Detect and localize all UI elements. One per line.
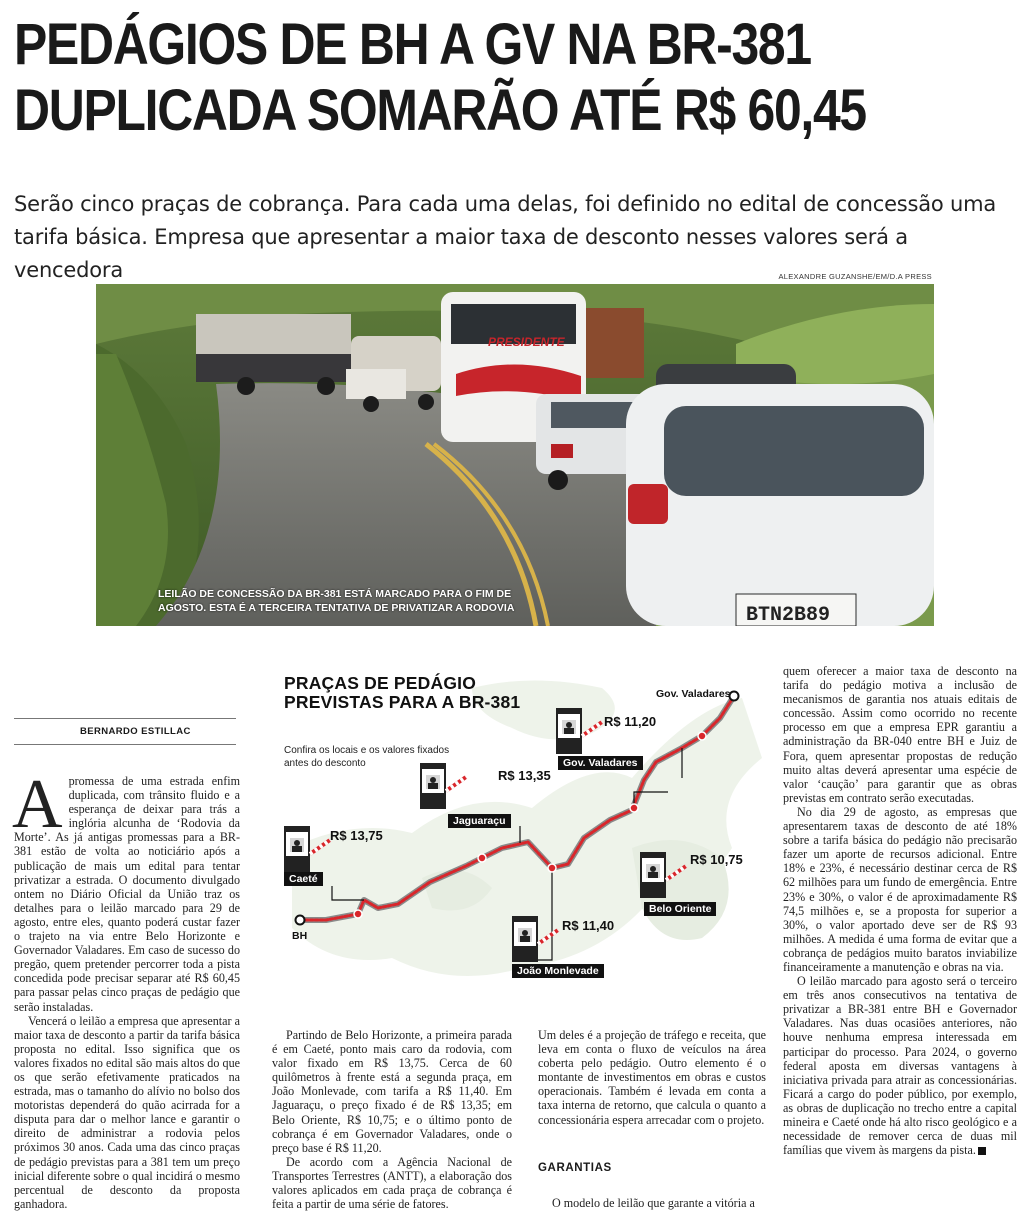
article-paragraph: Partindo de Belo Horizonte, a primeira parada é em Caeté, ponto mais caro da rodovia, com valor fixado em R$ 13,75. Cerca de 60 quilômetros à frente está a segunda praça, em João Monlevade, com tarifa a R$ 11,40. Em Jaguaraçu, o preço fixado é de R$ 13,35; em Belo Oriente, R$ 10,75; e o último ponto de cobrança é em Governador Valadares, onde o preço base é R$ 11,20. (272, 1028, 512, 1155)
plaza-name: João Monlevade (512, 964, 604, 978)
article-paragraph: De acordo com a Agência Nacional de Transportes Terrestres (ANTT), a elaboração dos valores aplicados em cada praça de cobrança é feita a partir de uma série de fatores. (272, 1154, 512, 1212)
infographic-title: PRAÇAS DE PEDÁGIO PREVISTAS PARA A BR-381 (284, 673, 521, 712)
plaza-price: R$ 11,20 (604, 714, 657, 729)
section-title: GARANTIAS (538, 1162, 612, 1174)
plaza-name: Jaguaraçu (448, 814, 511, 828)
plaza-name: Gov. Valadares (558, 756, 643, 770)
byline: BERNARDO ESTILLAC (80, 726, 191, 737)
paragraph-text: O leilão marcado para agosto será o terceiro em três anos consecutivos na tentativa de privatizar a BR-381 entre BH e Governador Valadares. Nas duas ocasiões anteriores, não houve nenhuma empresa interessada em participar do processo. Para 2024, o governo federal aposta em diversas vantagens à iniciativa privada para atrair as concessionárias. Ficará a cargo do poder público, por exemplo, as obras de duplicação no trecho entre a capital mineira e Caeté onde há alto risco geológico e a necessidade de remover cerca de duas mil famílias que vivem às margens da pista. (783, 974, 1017, 1158)
article-paragraph: Um deles é a projeção de tráfego e receita, que leva em conta o fluxo de veículos na área coberta pelo pedágio. Outro elemento é o montante de investimentos em obras e custos operacionais. Também é levada em conta a taxa interna de retorno, que calcula o quanto a concessionária espera arrecadar com o projeto. (538, 1028, 766, 1127)
article-paragraph: O modelo de leilão que garante a vitória a (552, 1196, 755, 1210)
plaza-price: R$ 13,75 (330, 828, 383, 843)
drop-cap: A (12, 766, 63, 843)
subhead: Serão cinco praças de cobrança. Para cada uma delas, foi definido no edital de concessão uma tarifa básica. Empresa que apresentar a maior taxa de desconto nesses valores será a vencedora (14, 192, 997, 282)
article-column-4 (783, 664, 1017, 1157)
byline-rule-top (14, 718, 236, 719)
headline-line-1: PEDÁGIOS DE BH A GV NA BR-381 (14, 12, 811, 77)
article-column-3 (538, 1028, 766, 1127)
article-paragraph: Vencerá o leilão a empresa que apresentar a maior taxa de desconto a partir da tarifa básica proposta no edital. Isso significa que os valores fixados no edital são mais altos do que os que serão efetivamente praticados na estrada, mas o tamanho do alívio no bolso dos motoristas dependerá do quão acirrada for a disputa para dar o melhor lance e garantir o direito de administrar a rodovia pelos próximos 30 anos. Cada uma das cinco praças de pedágio previstas para a 381 tem um preço inicial diferente sobre o qual incidirá o mesmo percentual de desconto da proposta ganhadora. (14, 1013, 240, 1211)
article-paragraph (783, 974, 1017, 1157)
infographic-subtitle: Confira os locais e os valores fixados antes do desconto (284, 745, 450, 769)
license-plate-text: BTN2B89 (746, 604, 831, 626)
article-column-3-continued (538, 1196, 766, 1210)
paragraph-text: promessa de uma estrada enfim duplicada, com trânsito fluido e a esperança de deixar para trás a inglória alcunha de ‘Rodovia da Morte’. As já antigas promessas para a BR-381 estão de volta ao noticiário após a publicação de mais um edital para tentar privatizar a estrada. O documento divulgado ontem no Diário Oficial da União traz os detalhes para o leilão marcado para 29 de agosto, entre eles, quanto poderá custar fazer o trajeto na via entre Belo Horizonte e Governador Valadares. Em caso de sucesso do pregão, quem pretender percorrer toda a pista concedida pode precisar separar até R$ 60,45 para passar pelas cinco praças de pedágio que serão instaladas. (14, 774, 240, 1014)
article-column-2 (272, 1028, 512, 1211)
article-paragraph (12, 766, 240, 1014)
plaza-name: Belo Oriente (644, 902, 716, 916)
start-city-label: BH (292, 930, 308, 942)
end-of-article-mark (978, 1147, 986, 1155)
news-photo (96, 284, 934, 626)
plaza-price: R$ 13,35 (498, 768, 551, 783)
headline-line-2: DUPLICADA SOMARÃO ATÉ R$ 60,45 (14, 78, 866, 143)
bus-logo-text: PRESIDENTE (488, 335, 565, 349)
plaza-name: Caeté (284, 872, 323, 886)
toll-plazas-infographic (272, 668, 772, 996)
plaza-price: R$ 11,40 (562, 918, 615, 933)
photo-credit: ALEXANDRE GUZANSHE/EM/D.A PRESS (778, 272, 932, 281)
article-column-1 (12, 766, 240, 1211)
article-paragraph: quem oferecer a maior taxa de desconto na tarifa do pedágio motiva a inclusão de mecanismos de garantia nos atuais editais de concessão. Assim como ocorrido no recente processo em que a empresa EPR garantiu a administração da BR-040 entre BH e Juiz de Fora, quem apresentar propostas de redução muito altas deverá apresentar uma espécie de valor ‘caução’ para garantir que as obras previstas em contrato serão executadas. (783, 664, 1017, 805)
article-paragraph: No dia 29 de agosto, as empresas que apresentarem taxas de desconto de até 18% sobre a tarifa básica do pedágio não precisarão fazer um aporte de recursos adicional. Entre 18% e 23%, é necessário destinar cerca de R$ 62 milhões para um fundo de emergência. Entre 23% e 30%, o valor é de aproximadamente R$ 74,5 milhões e, se a proposta for superior a 30%, o valor aportado deve ser de R$ 93 milhões. A medida é uma forma de evitar que a cobrança de pedágios muito baratos inviabilize financeiramente a manutenção e obras na via. (783, 804, 1017, 974)
plaza-price: R$ 10,75 (690, 852, 743, 867)
headline (14, 12, 874, 144)
end-city-label: Gov. Valadares (656, 688, 731, 700)
photo-caption: LEILÃO DE CONCESSÃO DA BR-381 ESTÁ MARCADO PARA O FIM DE AGOSTO. ESTA É A TERCEIRA TENTATIVA DE PRIVATIZAR A RODOVIA (158, 588, 515, 614)
byline-rule-bottom (14, 744, 236, 745)
